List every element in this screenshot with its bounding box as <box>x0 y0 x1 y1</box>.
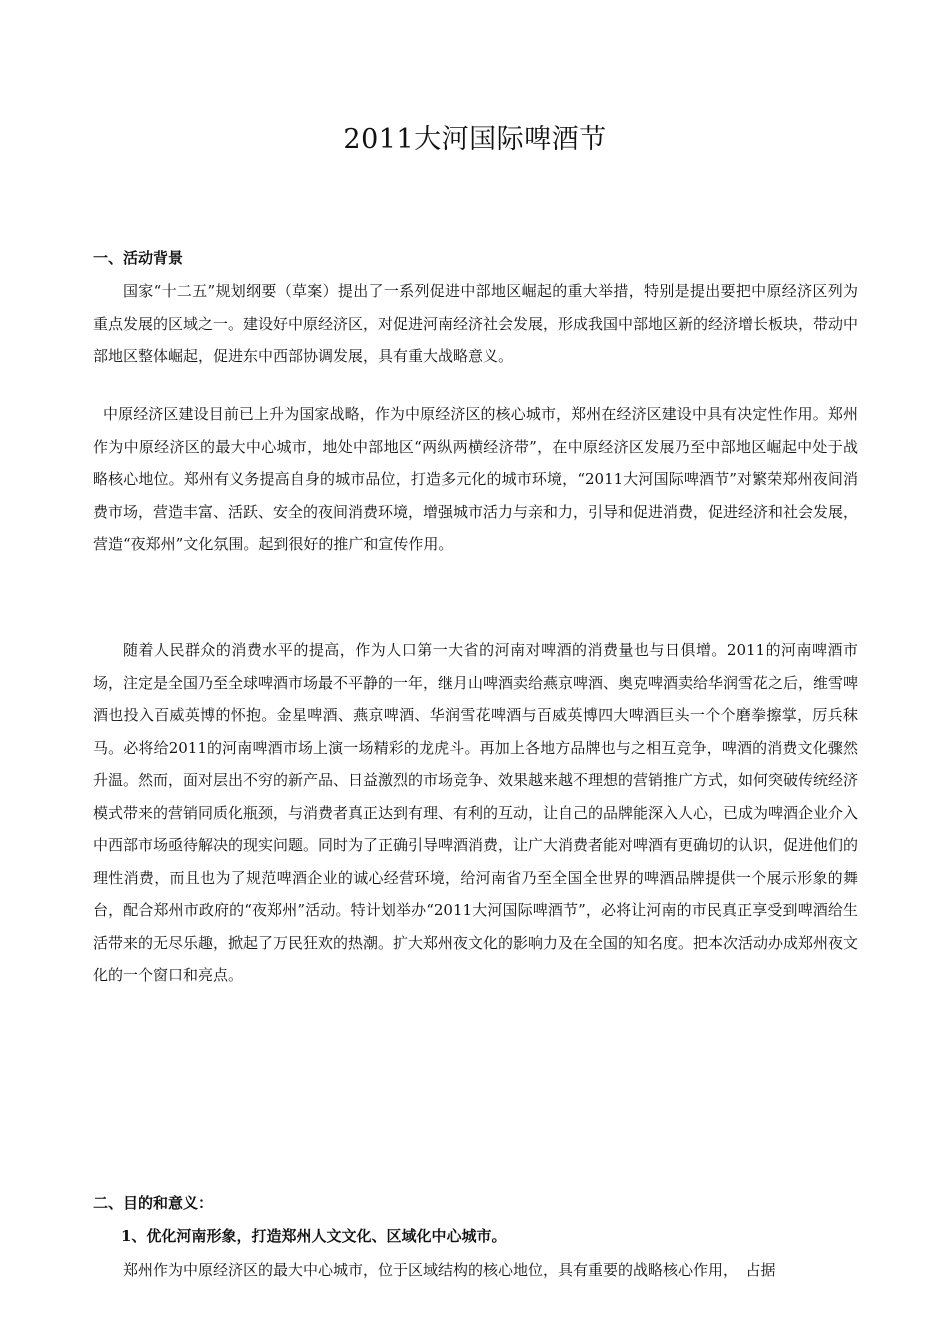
document-title: 2011大河国际啤酒节 <box>343 124 607 155</box>
section-2-heading: 二、目的和意义： <box>93 1194 214 1212</box>
section-1-paragraph-3: 随着人民群众的消费水平的提高，作为人口第一大省的河南对啤酒的消费量也与日俱增。2011的河南啤酒市场，注定是全国乃至全球啤酒市场最不平静的一年，继月山啤酒卖给燕京啤酒、奥克啤酒卖给华润雪花之后，维雪啤酒也投入百威英博的怀抱。金星啤酒、燕京啤酒、华润雪花啤酒与百威英博四大啤酒巨头一个个磨拳擦掌，厉兵秣马。必将给2011的河南啤酒市场上演一场精彩的龙虎斗。再加上各地方品牌也与之相互竞争，啤酒的消费文化骤然升温。然而，面对层出不穷的新产品、日益激烈的市场竞争、效果越来越不理想的营销推广方式，如何突破传统经济模式带来的营销同质化瓶颈，与消费者真正达到有理、有利的互动，让自己的品牌能深入人心，已成为啤酒企业介入中西部市场亟待解决的现实问题。同时为了正确引导啤酒消费，让广大消费者能对啤酒有更确切的认识，促进他们的理性消费，而且也为了规范啤酒企业的诚心经营环境，给河南省乃至全国全世界的啤酒品牌提供一个展示形象的舞台，配合郑州市政府的“夜郑州”活动。特计划举办“2011大河国际啤酒节”，必将让河南的市民真正享受到啤酒给生活带来的无尽乐趣，掀起了万民狂欢的热潮。扩大郑州夜文化的影响力及在全国的知名度。把本次活动办成郑州夜文化的一个窗口和亮点。 <box>93 641 859 984</box>
section-1-paragraph-2: 中原经济区建设目前已上升为国家战略，作为中原经济区的核心城市，郑州在经济区建设中具有决定性作用。郑州作为中原经济区的最大中心城市，地处中部地区“两纵两横经济带”，在中原经济区发展乃至中部地区崛起中处于战略核心地位。郑州有义务提高自身的城市品位，打造多元化的城市环境，“2011大河国际啤酒节”对繁荣郑州夜间消费市场，营造丰富、活跃、安全的夜间消费环境，增强城市活力与亲和力，引导和促进消费，促进经济和社会发展，营造“夜郑州”文化氛围。起到很好的推广和宣传作用。 <box>93 405 859 553</box>
section-1-paragraph-1: 国家“十二五”规划纲要（草案）提出了一系列促进中部地区崛起的重大举措，特别是提出要把中原经济区列为重点发展的区域之一。建设好中原经济区，对促进河南经济社会发展，形成我国中部地区新的经济增长板块，带动中部地区整体崛起，促进东中西部协调发展，具有重大战略意义。 <box>93 282 859 365</box>
section-2-paragraph: 郑州作为中原经济区的最大中心城市，位于区域结构的核心地位，具有重要的战略核心作用， 占据 <box>123 1261 776 1279</box>
section-1-heading: 一、活动背景 <box>93 249 184 267</box>
section-2-subheading: 1、优化河南形象，打造郑州人文文化、区域化中心城市。 <box>121 1227 507 1245</box>
